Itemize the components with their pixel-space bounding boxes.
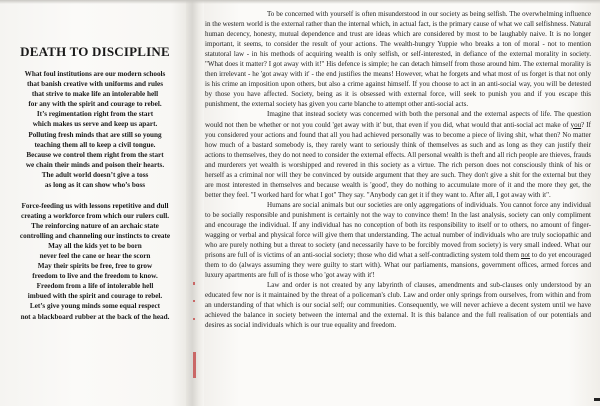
poem-line: The adult world doesn’t give a toss xyxy=(41,170,149,179)
gutter-mark xyxy=(193,282,195,285)
gutter-mark xyxy=(193,300,195,302)
poem-line: controlling and channeling our instincts to create xyxy=(19,231,171,240)
poem-line: we chain their minds and poison their hearts. xyxy=(25,160,165,169)
poem-line: What foul institutions are our modern schools xyxy=(24,70,166,78)
emphasis-text: you xyxy=(570,120,582,129)
poem-line: teaching them all to keep a civil tongue. xyxy=(34,140,156,149)
poem-line: which makes us serve and keep us apart. xyxy=(32,120,158,129)
essay-paragraph xyxy=(205,200,591,280)
essay-paragraph xyxy=(205,109,591,199)
poem-line: as long as it can show who’s boss xyxy=(44,181,146,190)
paragraph-text: Law and order is not created by any labyrinth of clauses, amendments and sub-clauses only understood by an educated few nor is it maintained by the threat of a policeman's club. Law and order only springs from ourselves, from within and from an understanding of that which is our social self; our communities. Consequently, we will never achieve a decent system until we have achieved the balance in society between the internal and the external. It is this balance and the full realisation of our potentials and desires as social individuals which is our true equality and freedom. xyxy=(205,281,591,330)
poem xyxy=(0,69,190,332)
paragraph-text: Humans are social animals but our societies are only aggregations of individuals. You cannot force any individual to be socially responsible and punishment is certainly not the way to convince them! In the last analysis, society can only compliment and encourage the individual. If any individual has no conception of both its responsibility to itself or to others, no amount of finger-wagging or verbal and physical force will give them that understanding. The actual number of individuals who are truly sociopathic and who are purely nothing but a threat to society (and necessarily have to be forcibly moved from society) is very small indeed. What our prisons are full of is victims of an anti-social society; those who did what a self-contradicting system told them xyxy=(205,200,591,260)
poem-line: Because we control them right from the start xyxy=(26,150,164,159)
gutter-mark xyxy=(193,352,196,378)
poem-line: Let’s give young minds some equal respect xyxy=(29,302,161,311)
poem-stanza xyxy=(0,201,190,322)
poem-line: May their spirits be free, free to grow xyxy=(37,262,153,271)
poem-line: never feel the cane or hear the scorn xyxy=(39,251,151,260)
page-corner-mark xyxy=(594,398,600,401)
gutter-mark xyxy=(193,318,195,320)
poem-line: that strive to make life an intolerable hell xyxy=(31,90,159,99)
essay-paragraph xyxy=(205,9,591,109)
page-top-shadow xyxy=(0,0,600,4)
poem-line: Freedom from a life of intolerable hell xyxy=(36,282,154,291)
poem-stanza xyxy=(0,69,190,190)
poem-line: imbued with the spirit and courage to rebel. xyxy=(27,292,163,301)
poem-line: not a blackboard rubber at the back of the head. xyxy=(20,312,170,321)
paragraph-text: To be concerned with yourself is often misunderstood in our society as being selfish. The overwhelming influence in the western world is the external rather than the internal which, in actual fact, is the primary cause of what we call selfishness. Natural human decency, honesty, mutual dependence and trust are ideas which are considered by most to be laughably naive. It is no longer important, it seems, to consider the result of your actions. The wealth-hungry Yuppie who breaks a ton of moral - not to mention statutoral law - in his methods of acquiring wealth is only selfish, or self-interested, in defiance of the external morality in society. "What does it matter? I got away with it!" His defence is simple; he can detach himself from those around him. The external morality is then irrelevant - he 'got away with it' - the end justifies the means! However, what he forgets and what most of us forget is that not only is his crime an imposition upon others, but also a crime against himself. If you choose to act in an anti-social way, you will be detested by those you have affected. Society, being as it is obsessed with external force, will seek to punish you and if you escape this punishment, the external society has given you carte blanche to attempt other anti-social acts. xyxy=(205,10,591,109)
poem-line: Polluting fresh minds that are still so young xyxy=(28,130,162,139)
paragraph-text: Imagine that instead society was concerned with both the personal and the external aspects of life. The question would not then be whether or not you could 'get away with it' but, that even if you did, what would that anti-social act make of xyxy=(205,110,591,129)
essay-paragraph xyxy=(205,280,591,330)
poem-line: The reinforcing nature of an archaic state xyxy=(31,221,159,230)
poem-line: for any with the spirit and courage to rebel. xyxy=(28,100,162,109)
poem-line: creating a workforce from which our rulers cull. xyxy=(21,211,169,220)
poem-line: that banish creative with uniforms and rules xyxy=(26,80,164,89)
paragraph-text: to do yet encouraged them to do (always assuming they were guilty to start with). What our parliaments, mansions, government offices, armed forces and luxury apartments are full of is those who 'got away with it'! xyxy=(205,251,591,280)
poem-title: DEATH TO DISCIPLINE xyxy=(20,44,170,59)
poem-line: Force-feeding us with lessons repetitive and dull xyxy=(21,201,169,210)
poem-line: freedom to live and the freedom to know. xyxy=(32,272,158,281)
emphasis-text: not xyxy=(521,251,531,260)
poem-line: May all the kids yet to be born xyxy=(48,241,142,250)
paragraph-text: ? If you considered your actions and found that all you had achieved personally was to become a piece of living shit, what then? No matter how much of a bastard somebody is, they rarely want to seriously think of themselves as such and as long as they can justify their actions to themselves, they do not need to consider the external effects. All personal wealth is theft and all rich people are thieves, frauds and murderers yet wealth is worshipped and revered in this society as a virtue. The rich person does not consciously think of his or herself as a criminal nor will they be convinced by outside argument that they are such. They don't give a shit for the external but they are most interested in themselves and because wealth is 'good', they do nothing to accumulate more of it and the more they get, the better they feel. "I worked hard for what I got" They say. "Anybody can get it if they want to. After all, I got away with it". xyxy=(205,120,591,199)
poem-line: It’s regimentation right from the start xyxy=(36,110,154,119)
essay-text xyxy=(205,9,591,331)
